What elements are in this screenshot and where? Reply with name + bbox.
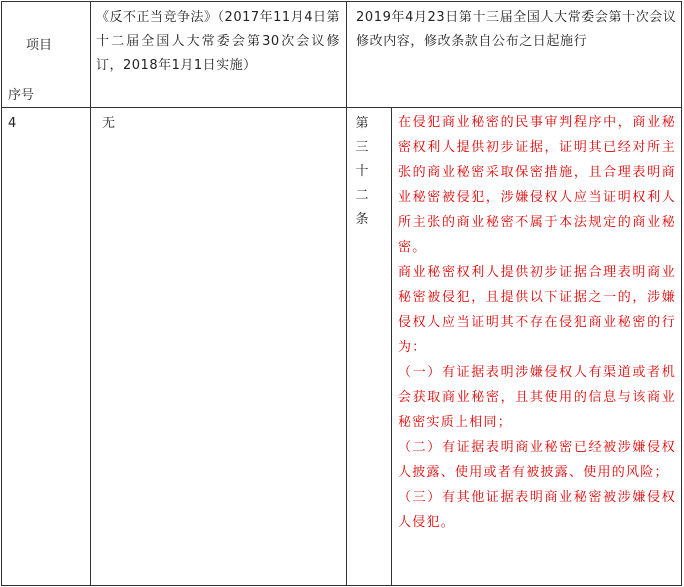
amended-paragraph: 商业秘密权利人提供初步证据合理表明商业秘密被侵犯，且提供以下证据之一的，涉嫌侵权人应当证明其不存在侵犯商业秘密的行为： [398,265,676,355]
column-divider [90,1,91,586]
header-old-law: 《反不正当竞争法》（2017年11月4日第十二届全国人大常委会第30次会议修订，2018年1月1日实施） [96,10,340,73]
header-seq-label: 序号 [8,88,35,103]
article-divider [391,108,392,586]
header-divider [1,107,682,108]
header-item-label: 项目 [26,38,53,53]
article-number: 第三十二条 [355,116,369,227]
amended-paragraph: 在侵犯商业秘密的民事审判程序中，商业秘密权利人提供初步证据，证明其已经对所主张的商业秘密采取保密措施，且合理表明商业秘密被侵犯，涉嫌侵权人应当证明权利人所主张的商业秘密不属于本法规定的商业秘密。 [398,115,676,255]
header-new-law: 2019年4月23日第十三届全国人大常委会第十次会议修改内容，修改条款自公布之日起施行 [356,10,677,49]
row-old-content: 无 [102,116,116,131]
amended-paragraph: （三）有其他证据表明商业秘密被涉嫌侵权人侵犯。 [398,490,676,530]
row-number: 4 [8,116,17,131]
amended-paragraph: （一）有证据表明涉嫌侵权人有渠道或者机会获取商业秘密，且其使用的信息与该商业秘密实质上相同； [398,365,676,430]
amended-paragraph: （二）有证据表明商业秘密已经被涉嫌侵权人披露、使用或者有被披露、使用的风险； [398,440,676,480]
column-divider [346,1,347,586]
amended-text [398,110,676,535]
